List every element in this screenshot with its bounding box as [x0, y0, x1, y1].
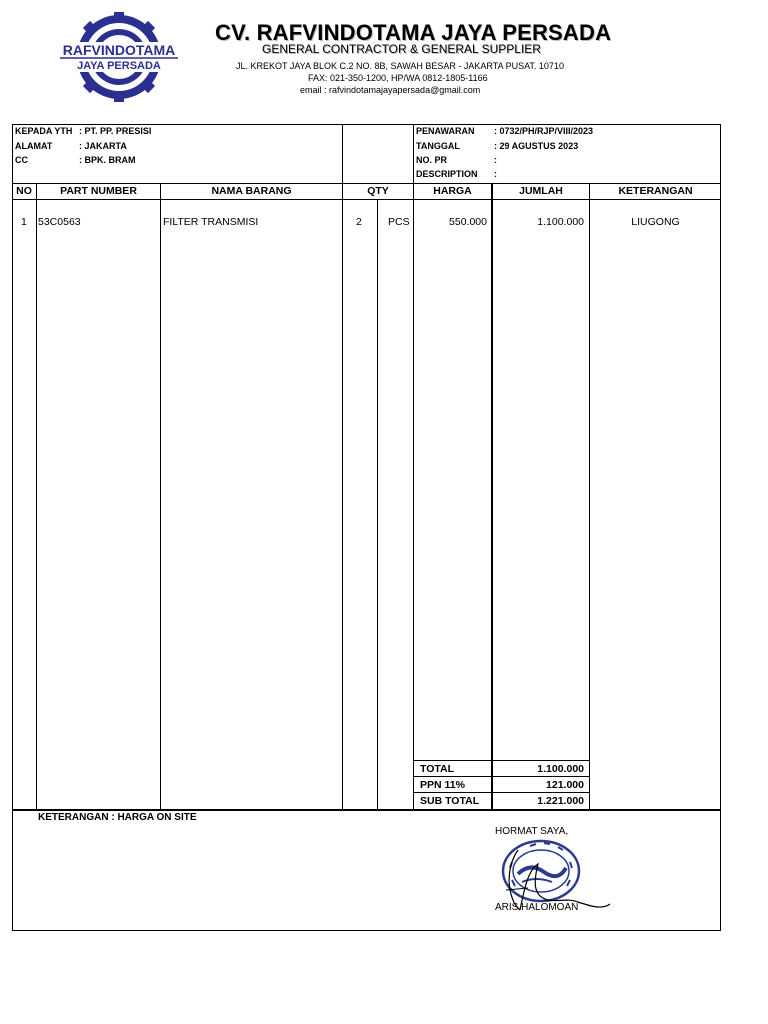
ppn-label: PPN 11%: [420, 779, 465, 791]
row-part-number: 53C0563: [38, 216, 81, 228]
totals-top-line: [414, 760, 589, 761]
penawaran-value: : 0732/PH/RJP/VIII/2023: [494, 126, 594, 136]
company-subtitle: GENERAL CONTRACTOR & GENERAL SUPPLIER: [262, 42, 541, 56]
logo-text-line2: JAYA PERSADA: [77, 60, 161, 72]
total-label: TOTAL: [420, 763, 455, 775]
ppn-value: 121.000: [546, 779, 584, 791]
row-unit: PCS: [388, 216, 410, 228]
total-value: 1.100.000: [537, 763, 584, 775]
col-line-nama: [342, 183, 343, 810]
tanggal-label: TANGGAL: [416, 141, 460, 151]
nopr-label: NO. PR: [416, 155, 448, 165]
col-header-no: NO: [16, 185, 32, 197]
col-line-no: [36, 183, 37, 810]
alamat-value: : JAKARTA: [79, 141, 127, 151]
col-line-harga: [491, 183, 493, 810]
row-qty: 2: [356, 216, 362, 228]
row-jumlah: 1.100.000: [537, 216, 584, 228]
footer-keterangan: KETERANGAN : HARGA ON SITE: [38, 812, 197, 823]
logo-text-line1: RAFVINDOTAMA: [62, 42, 176, 58]
alamat-label: ALAMAT: [15, 141, 53, 151]
col-header-part-number: PART NUMBER: [60, 185, 137, 197]
col-line-unit: [413, 183, 414, 810]
col-line-jumlah: [589, 183, 590, 810]
cc-value: : BPK. BRAM: [79, 155, 136, 165]
company-logo: [52, 12, 186, 102]
row-keterangan: LIUGONG: [631, 216, 680, 228]
company-name: CV. RAFVINDOTAMA JAYA PERSADA: [215, 20, 612, 45]
signer-name: ARIS HALOMOAN: [495, 902, 579, 913]
tanggal-value: : 29 AGUSTUS 2023: [494, 141, 579, 151]
totals-row-line-2: [414, 792, 589, 793]
col-header-jumlah: JUMLAH: [519, 185, 563, 197]
col-line-part: [160, 183, 161, 810]
penawaran-label: PENAWARAN: [416, 126, 475, 136]
offer-divider: [413, 124, 414, 184]
description-label: DESCRIPTION: [416, 169, 478, 179]
hormat-saya: HORMAT SAYA,: [495, 826, 569, 837]
kepada-label: KEPADA YTH: [15, 126, 73, 136]
company-fax: FAX: 021-350-1200, HP/WA 0812-1805-1166: [308, 73, 488, 83]
col-header-nama-barang: NAMA BARANG: [211, 185, 292, 197]
header-bottom-line: [12, 183, 721, 184]
company-email: email : rafvindotamajayapersada@gmail.com: [300, 85, 481, 95]
cc-label: CC: [15, 155, 28, 165]
nopr-value: :: [494, 155, 497, 165]
items-bottom-line: [12, 809, 721, 811]
column-header-bottom-line: [12, 199, 721, 200]
row-no: 1: [21, 216, 27, 228]
description-value: :: [494, 169, 497, 179]
row-nama-barang: FILTER TRANSMISI: [163, 216, 259, 228]
recipient-divider: [342, 124, 343, 184]
subtotal-value: 1.221.000: [537, 795, 584, 807]
totals-row-line-1: [414, 776, 589, 777]
col-line-qty: [377, 199, 378, 810]
col-header-qty: QTY: [367, 185, 389, 197]
row-harga: 550.000: [449, 216, 487, 228]
col-header-keterangan: KETERANGAN: [618, 185, 693, 197]
subtotal-label: SUB TOTAL: [420, 795, 480, 807]
col-header-harga: HARGA: [433, 185, 472, 197]
kepada-value: : PT. PP. PRESISI: [79, 126, 152, 136]
company-address: JL. KREKOT JAYA BLOK C.2 NO. 8B, SAWAH BESAR - JAKARTA PUSAT. 10710: [236, 61, 564, 71]
